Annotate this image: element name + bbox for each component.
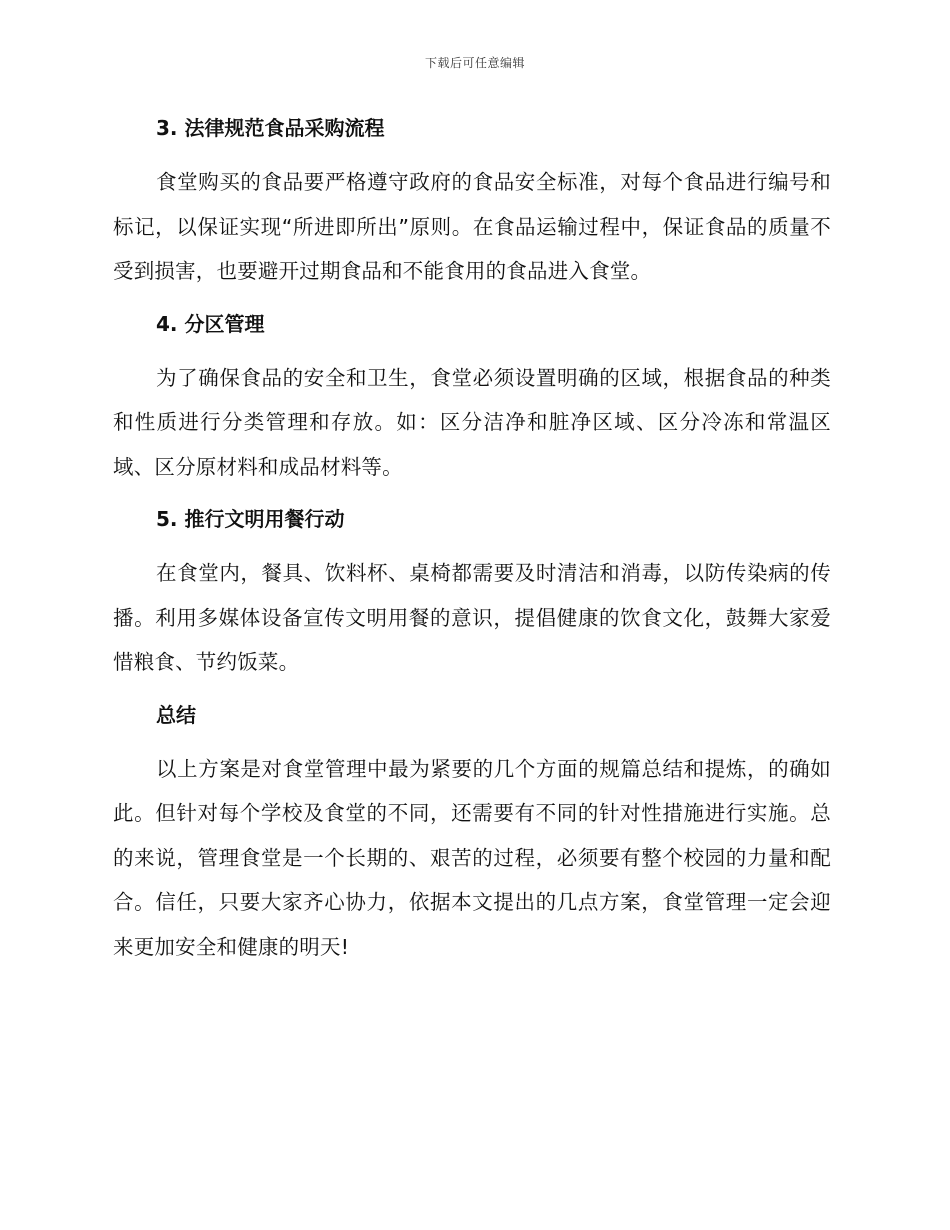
section-heading-procurement: 3. 法律规范食品采购流程 [156,116,385,140]
document-body [113,110,831,981]
section-paragraph-zoning: 为了确保食品的安全和卫生，食堂必须设置明确的区域，根据食品的种类和性质进行分类管理和存放。如：区分洁净和脏净区域、区分冷冻和常温区域、区分原材料和成品材料等。 [113,365,831,479]
section-paragraph-summary: 以上方案是对食堂管理中最为紧要的几个方面的规篇总结和提炼，的确如此。但针对每个学校及食堂的不同，还需要有不同的针对性措施进行实施。总的来说，管理食堂是一个长期的、艰苦的过程，必须要有整个校园的力量和配合。信任，只要大家齐心协力，依据本文提出的几点方案，食堂管理一定会迎来更加安全和健康的明天! [113,756,831,959]
header-note: 下载后可任意编辑 [424,56,525,70]
section-heading-civilized-dining: 5. 推行文明用餐行动 [156,507,345,531]
section-heading-summary: 总结 [156,702,196,727]
section-heading-zoning: 4. 分区管理 [156,311,265,336]
section-paragraph-procurement: 食堂购买的食品要严格遵守政府的食品安全标准，对每个食品进行编号和标记，以保证实现“所进即所出”原则。在食品运输过程中，保证食品的质量不受到损害，也要避开过期食品和不能食用的食品进入食堂。 [113,170,831,283]
section-paragraph-civilized-dining: 在食堂内，餐具、饮料杯、桌椅都需要及时清洁和消毒，以防传染病的传播。利用多媒体设备宣传文明用餐的意识，提倡健康的饮食文化，鼓舞大家爱惜粮食、节约饭菜。 [113,561,831,674]
